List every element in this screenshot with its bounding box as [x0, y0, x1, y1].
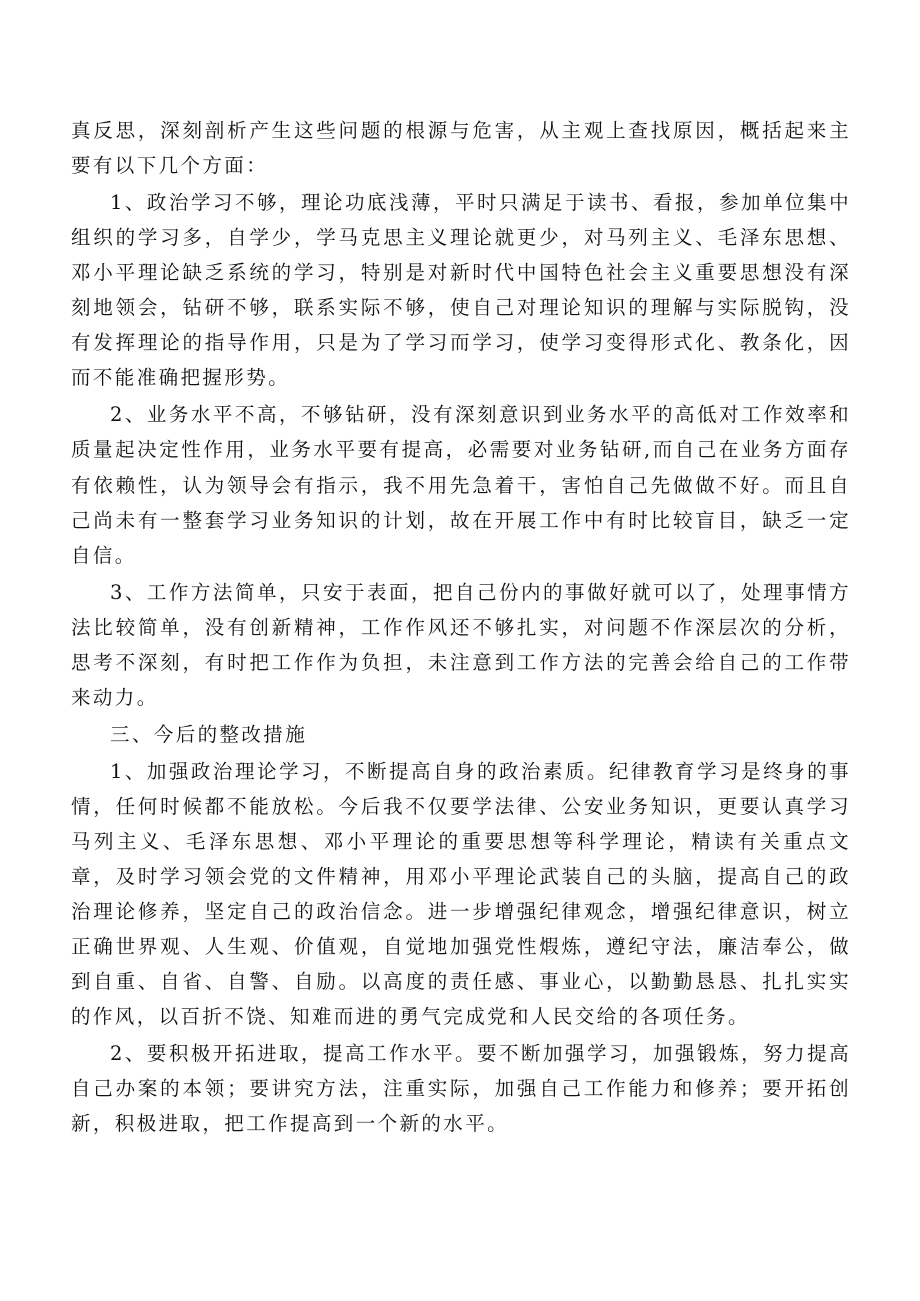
paragraph-point-2-business-level: 2、业务水平不高，不够钻研，没有深刻意识到业务水平的高低对工作效率和质量起决定性作用，业务水平要有提高，必需要对业务钻研,而自己在业务方面存有依赖性，认为领导会有指示，我不用先急着干，害怕自己先做做不好。而且自己尚未有一整套学习业务知识的计划，故在开展工作中有时比较盲目，缺乏一定自信。	[71, 403, 851, 567]
paragraph-point-3-work-method: 3、工作方法简单，只安于表面，把自己份内的事做好就可以了，处理事情方法比较简单，没有创新精神，工作作风还不够扎实，对问题不作深层次的分析，思考不深刻，有时把工作作为负担，未注意到工作方法的完善会给自己的工作带来动力。	[71, 580, 851, 709]
paragraph-intro-continuation: 真反思，深刻剖析产生这些问题的根源与危害，从主观上查找原因，概括起来主要有以下几个方面：	[71, 119, 851, 178]
section-heading-rectification: 三、今后的整改措施	[110, 722, 308, 746]
document-body	[71, 113, 851, 1143]
paragraph-point-1-political-study: 1、政治学习不够，理论功底浅薄，平时只满足于读书、看报，参加单位集中组织的学习多，自学少，学马克思主义理论就更少，对马列主义、毛泽东思想、邓小平理论缺乏系统的学习，特别是对新时代中国特色社会主义重要思想没有深刻地领会，钻研不够，联系实际不够，使自己对理论知识的理解与实际脱钩，没有发挥理论的指导作用，只是为了学习而学习，使学习变得形式化、教条化，因而不能准确把握形势。	[71, 190, 851, 390]
paragraph-measure-2: 2、要积极开拓进取，提高工作水平。要不断加强学习，加强锻炼，努力提高自己办案的本领；要讲究方法，注重实际，加强自己工作能力和修养；要开拓创新，积极进取，把工作提高到一个新的水平。	[71, 1042, 851, 1136]
paragraph-measure-1: 1、加强政治理论学习，不断提高自身的政治素质。纪律教育学习是终身的事情，任何时候都不能放松。今后我不仅要学法律、公安业务知识，更要认真学习马列主义、毛泽东思想、邓小平理论的重要思想等科学理论，精读有关重点文章，及时学习领会党的文件精神，用邓小平理论武装自己的头脑，提高自己的政治理论修养，坚定自己的政治信念。进一步增强纪律观念，增强纪律意识，树立正确世界观、人生观、价值观，自觉地加强党性煆炼，遵纪守法，廉洁奉公，做到自重、自省、自警、自励。以高度的责任感、事业心，以勤勤恳恳、扎扎实实的作风，以百折不饶、知难而进的勇气完成党和人民交给的各项任务。	[71, 759, 851, 1029]
